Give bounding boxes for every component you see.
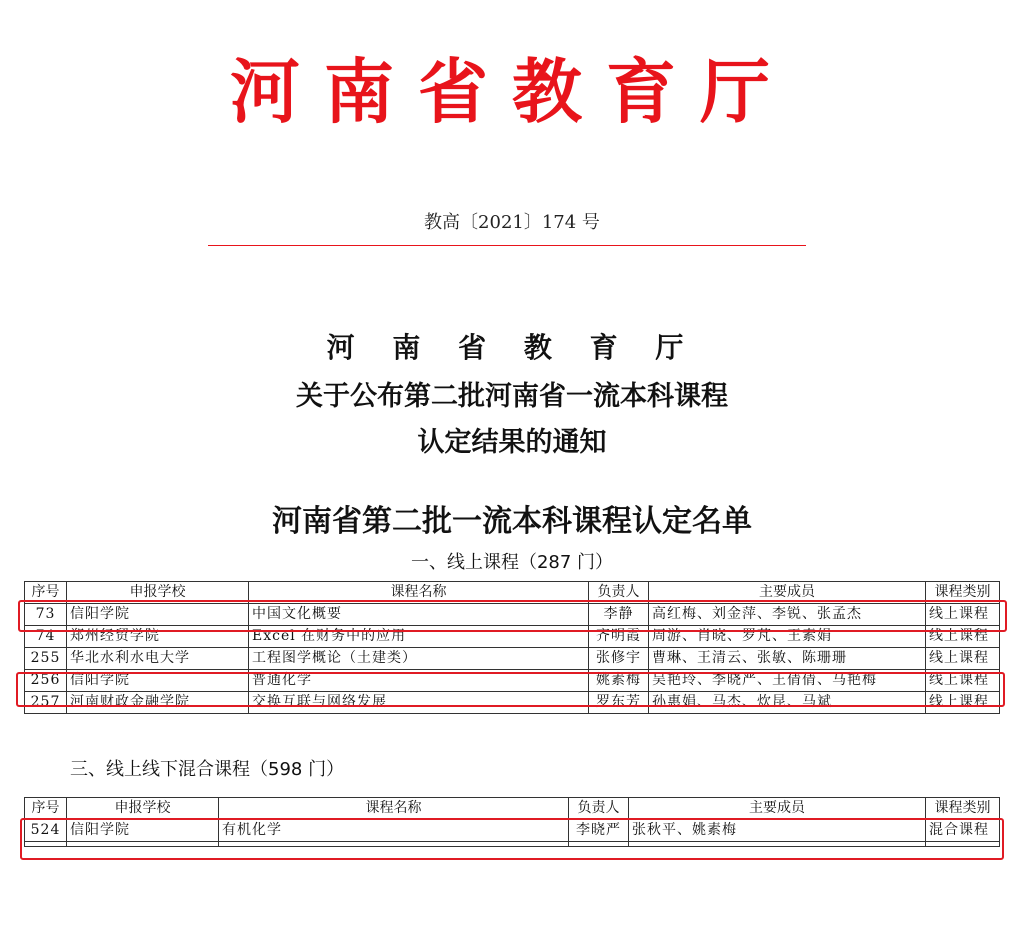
cell-empty [67,842,219,847]
table-row [25,604,1000,626]
cell-course: Excel 在财务中的应用 [249,626,589,648]
cell-school: 华北水利水电大学 [67,648,249,670]
cell-school: 信阳学院 [67,670,249,692]
cell-category: 线上课程 [926,648,1000,670]
table-header-row [25,582,1000,604]
cell-category: 混合课程 [926,820,1000,842]
cell-empty [569,842,629,847]
letterhead-divider [208,245,806,246]
col-header-category: 课程类别 [926,798,1000,820]
table-row [25,648,1000,670]
col-header-no: 序号 [25,798,67,820]
cell-course: 普通化学 [249,670,589,692]
cell-no: 74 [25,626,67,648]
col-header-leader: 负责人 [589,582,649,604]
col-header-course: 课程名称 [249,582,589,604]
list-title: 河南省第二批一流本科课程认定名单 [272,504,752,539]
cell-school: 郑州经贸学院 [67,626,249,648]
cell-category: 线上课程 [926,692,1000,714]
cell-course: 工程图学概论（土建类） [249,648,589,670]
cell-leader: 李晓严 [569,820,629,842]
cell-category: 线上课程 [926,604,1000,626]
col-header-members: 主要成员 [629,798,926,820]
cell-members: 孙惠娟、马杰、炊昆、马斌 [649,692,926,714]
col-header-leader: 负责人 [569,798,629,820]
cell-course: 有机化学 [219,820,569,842]
cell-empty [25,842,67,847]
cell-no: 256 [25,670,67,692]
cell-no: 73 [25,604,67,626]
col-header-school: 申报学校 [67,798,219,820]
notice-agency: 河 南 省 教 育 厅 [326,331,698,364]
cell-school: 河南财政金融学院 [67,692,249,714]
cell-no: 255 [25,648,67,670]
cell-leader: 张修宇 [589,648,649,670]
section-online-title: 一、线上课程（287 门） [410,552,614,573]
cell-empty [629,842,926,847]
notice-subject: 关于公布第二批河南省一流本科课程 [296,381,728,412]
cell-course: 中国文化概要 [249,604,589,626]
online-courses-table [24,581,1000,714]
col-header-members: 主要成员 [649,582,926,604]
cell-members: 曹琳、王清云、张敏、陈珊珊 [649,648,926,670]
cell-members: 吴艳玲、李晓严、王倩倩、马艳梅 [649,670,926,692]
cell-category: 线上课程 [926,670,1000,692]
document-number: 教高〔2021〕174 号 [424,212,600,233]
table-header-row [25,798,1000,820]
cell-school: 信阳学院 [67,820,219,842]
cell-empty [219,842,569,847]
col-header-no: 序号 [25,582,67,604]
cell-leader: 姚素梅 [589,670,649,692]
cell-members: 高红梅、刘金萍、李锐、张孟杰 [649,604,926,626]
hybrid-courses-table [24,797,1000,847]
cell-no: 524 [25,820,67,842]
table-row-empty [25,842,1000,847]
cell-empty [926,842,1000,847]
cell-course: 交换互联与网络发展 [249,692,589,714]
cell-leader: 齐明霞 [589,626,649,648]
table-row [25,692,1000,714]
table-row [25,626,1000,648]
cell-members: 周游、肖晓、罗芃、王素娟 [649,626,926,648]
cell-members: 张秋平、姚素梅 [629,820,926,842]
table-row [25,670,1000,692]
cell-category: 线上课程 [926,626,1000,648]
cell-leader: 罗东芳 [589,692,649,714]
cell-no: 257 [25,692,67,714]
cell-school: 信阳学院 [67,604,249,626]
table-row [25,820,1000,842]
agency-letterhead-title: 河南省教育厅 [230,50,794,133]
section-hybrid-title: 三、线上线下混合课程（598 门） [70,759,345,780]
col-header-school: 申报学校 [67,582,249,604]
col-header-category: 课程类别 [926,582,1000,604]
notice-result: 认定结果的通知 [417,427,607,458]
col-header-course: 课程名称 [219,798,569,820]
cell-leader: 李静 [589,604,649,626]
